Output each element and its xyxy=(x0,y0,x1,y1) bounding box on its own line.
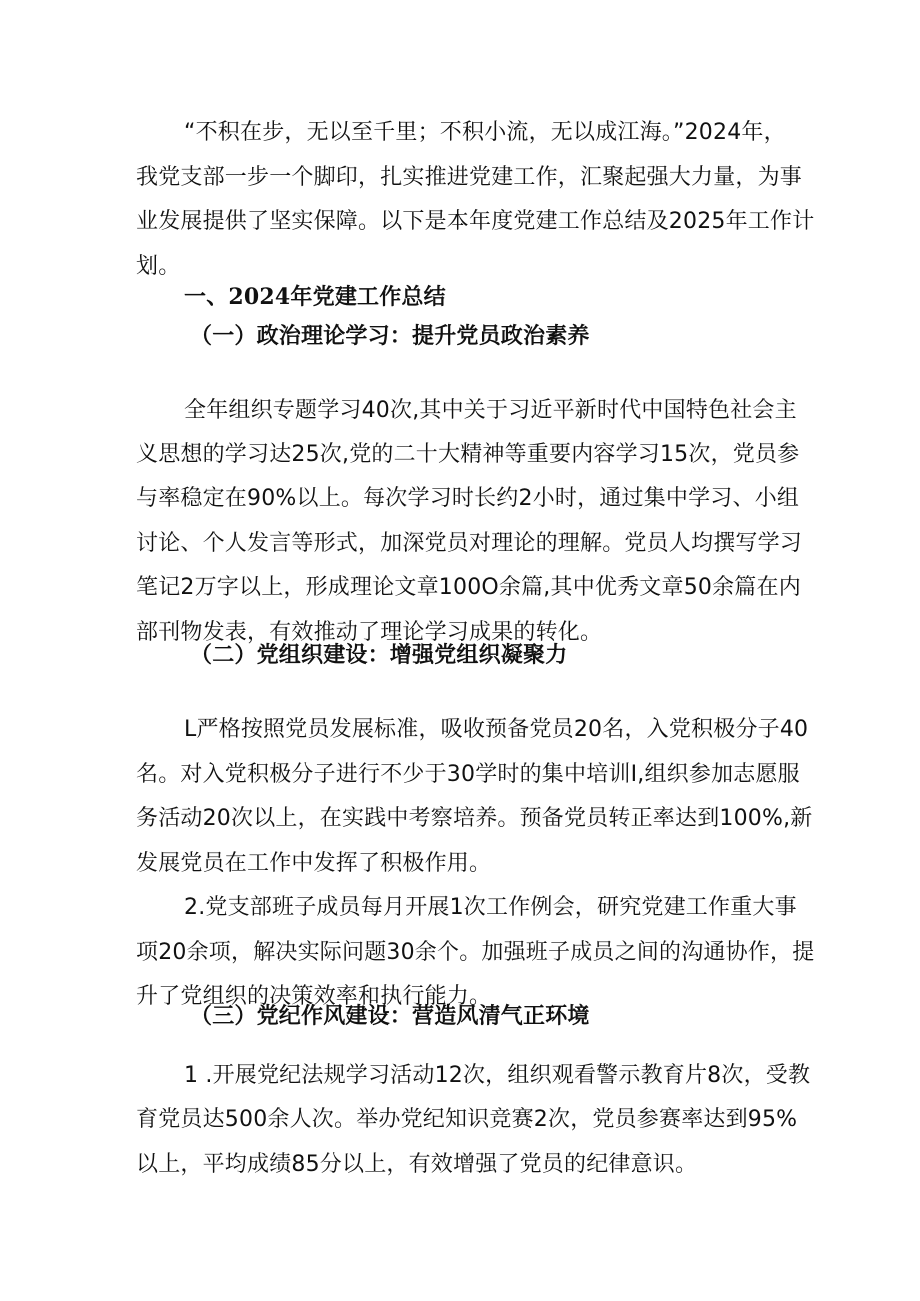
sub2-p2-line-3: 升了党组织的决策效率和执行能力。 xyxy=(136,984,492,1009)
sub3-p1-line-3: 以上，平均成绩85分以上，有效增强了党员的纪律意识。 xyxy=(136,1152,698,1177)
sub2-p1-line-2: 名。对入党积极分子进行不少于30学时的集中培训I,组织参加志愿服 xyxy=(136,762,800,787)
sub1-line-4: 讨论、个人发言等形式，加深党员对理论的理解。党员人均撰写学习 xyxy=(136,531,803,556)
sub1-line-3: 与率稳定在90%以上。每次学习时长约2小时，通过集中学习、小组 xyxy=(136,486,800,511)
subsection-2-title: （二）党组织建设：增强党组织凝聚力 xyxy=(190,643,568,668)
sub1-line-6: 部刊物发表，有效推动了理论学习成果的转化。 xyxy=(136,620,603,645)
sub2-p1-line-1: L严格按照党员发展标准，吸收预备党员20名，入党积极分子40 xyxy=(184,717,809,742)
sub2-p2-line-1: 2.党支部班子成员每月开展1次工作例会，研究党建工作重大事 xyxy=(184,895,797,920)
intro-line-2: 我党支部一步一个脚印，扎实推进党建工作，汇聚起强大力量，为事 xyxy=(136,165,803,190)
subsection-3-title: （三）党纪作风建设：营造风清气正环境 xyxy=(190,1004,590,1029)
sub1-line-5: 笔记2万字以上，形成理论文章100O余篇,其中优秀文章50余篇在内 xyxy=(136,575,801,600)
sub3-p1-line-1: 1 .开展党纪法规学习活动12次，组织观看警示教育片8次，受教 xyxy=(184,1063,811,1088)
sub1-line-2: 义思想的学习达25次,党的二十大精神等重要内容学习15次，党员参 xyxy=(136,442,800,467)
subsection-1-title: （一）政治理论学习：提升党员政治素养 xyxy=(190,324,590,349)
intro-line-1: “不积在步，无以至千里；不积小流，无以成江海。”2024年， xyxy=(184,120,786,145)
intro-line-4: 划。 xyxy=(136,254,181,279)
sub2-p1-line-4: 发展党员在工作中发挥了积极作用。 xyxy=(136,851,492,876)
section-1-title: 一、2024年党建工作总结 xyxy=(184,284,446,310)
intro-line-3: 业发展提供了坚实保障。以下是本年度党建工作总结及2025年工作计 xyxy=(136,209,815,234)
sub1-line-1: 全年组织专题学习40次,其中关于习近平新时代中国特色社会主 xyxy=(184,398,797,423)
sub2-p2-line-2: 项20余项，解决实际问题30余个。加强班子成员之间的沟通协作，提 xyxy=(136,940,815,965)
sub2-p1-line-3: 务活动20次以上，在实践中考察培养。预备党员转正率达到100%,新 xyxy=(136,806,813,831)
sub3-p1-line-2: 育党员达500余人次。举办党纪知识竞赛2次，党员参赛率达到95% xyxy=(136,1107,798,1132)
